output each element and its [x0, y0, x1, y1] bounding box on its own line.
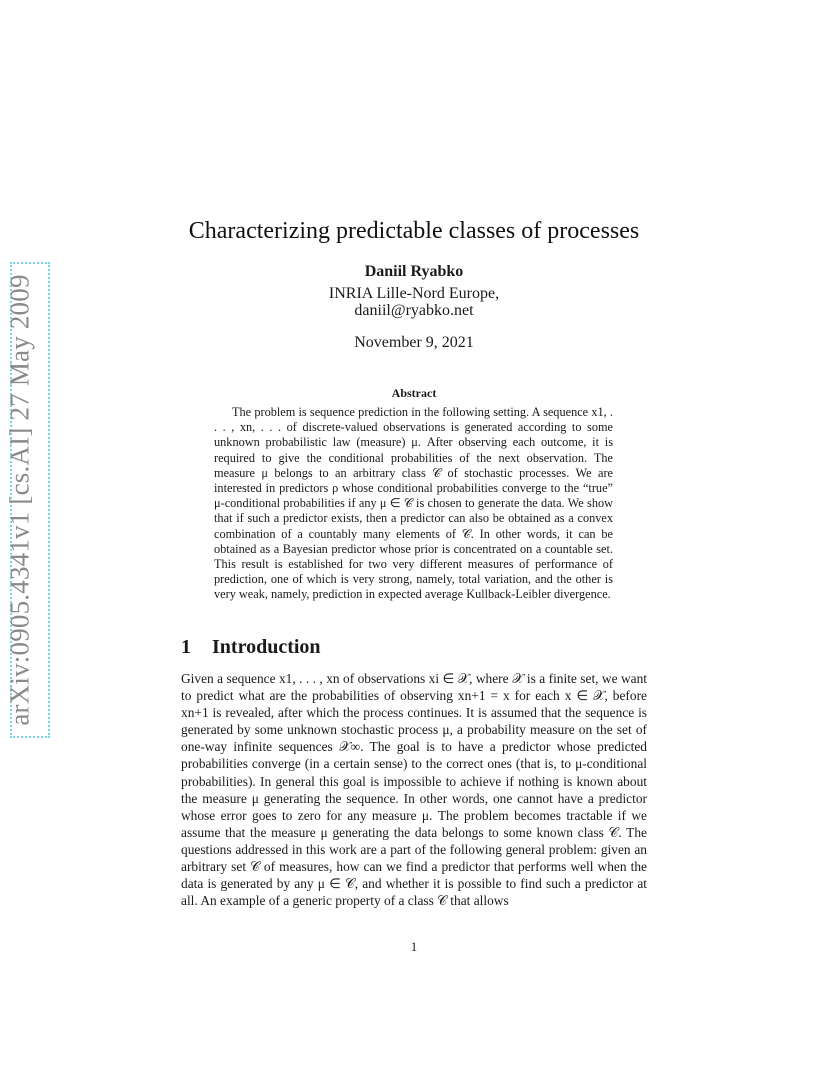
- abstract-text: The problem is sequence prediction in the following setting. A sequence x1, . . . , xn, . . . of discrete-valued observations is generated according to some unknown probabilistic law (measure) μ. After observing each outcome, it is required to give the conditional probabilities of the next observation. The measure μ belongs to an arbitrary class 𝒞 of stochastic processes. We are interested in predictors ρ whose conditional probabilities converge to the “true” μ-conditional probabilities if any μ ∈ 𝒞 is chosen to generate the data. We show that if such a predictor exists, then a predictor can also be obtained as a convex combination of a countably many elements of 𝒞. In other words, it can be obtained as a Bayesian predictor whose prior is concentrated on a countable set. This result is established for two very different measures of performance of prediction, one of which is very strong, namely, total variation, and the other is very weak, namely, prediction in expected average Kullback-Leibler divergence.: [214, 405, 613, 602]
- section-title: Introduction: [212, 636, 321, 658]
- author-name: Daniil Ryabko: [364, 263, 464, 280]
- introduction-paragraph: Given a sequence x1, . . . , xn of observations xi ∈ 𝒳, where 𝒳 is a finite set, we want to predict what are the probabilities of observing xn+1 = x for each x ∈ 𝒳, before xn+1 is revealed, after which the process continues. It is assumed that the sequence is generated by some unknown stochastic process μ, a probability measure on the set of one-way infinite sequences 𝒳∞. The goal is to have a predictor whose predicted probabilities converge (in a certain sense) to the correct ones (that is, to μ-conditional probabilities). In general this goal is impossible to achieve if nothing is known about the measure μ generating the sequence. In other words, one cannot have a predictor whose error goes to zero for any measure μ. The problem becomes tractable if we assume that the measure μ generating the data belongs to some known class 𝒞. The questions addressed in this work are a part of the following general problem: given an arbitrary set 𝒞 of measures, how can we find a predictor that performs well when the data is generated by any μ ∈ 𝒞, and whether it is possible to find such a predictor at all. An example of a generic property of a class 𝒞 that allows: [181, 671, 647, 909]
- arxiv-stamp: arXiv:0905.4341v1 [cs.AI] 27 May 2009: [4, 274, 35, 726]
- page-number: 1: [410, 939, 418, 954]
- author-affiliation: INRIA Lille-Nord Europe,: [328, 285, 500, 302]
- abstract-heading: Abstract: [391, 386, 437, 400]
- section-number: 1: [181, 636, 191, 658]
- author-email: daniil@ryabko.net: [354, 302, 474, 319]
- paper-date: November 9, 2021: [354, 334, 474, 351]
- paper-title: Characterizing predictable classes of processes: [188, 218, 640, 244]
- section-heading: [181, 636, 321, 659]
